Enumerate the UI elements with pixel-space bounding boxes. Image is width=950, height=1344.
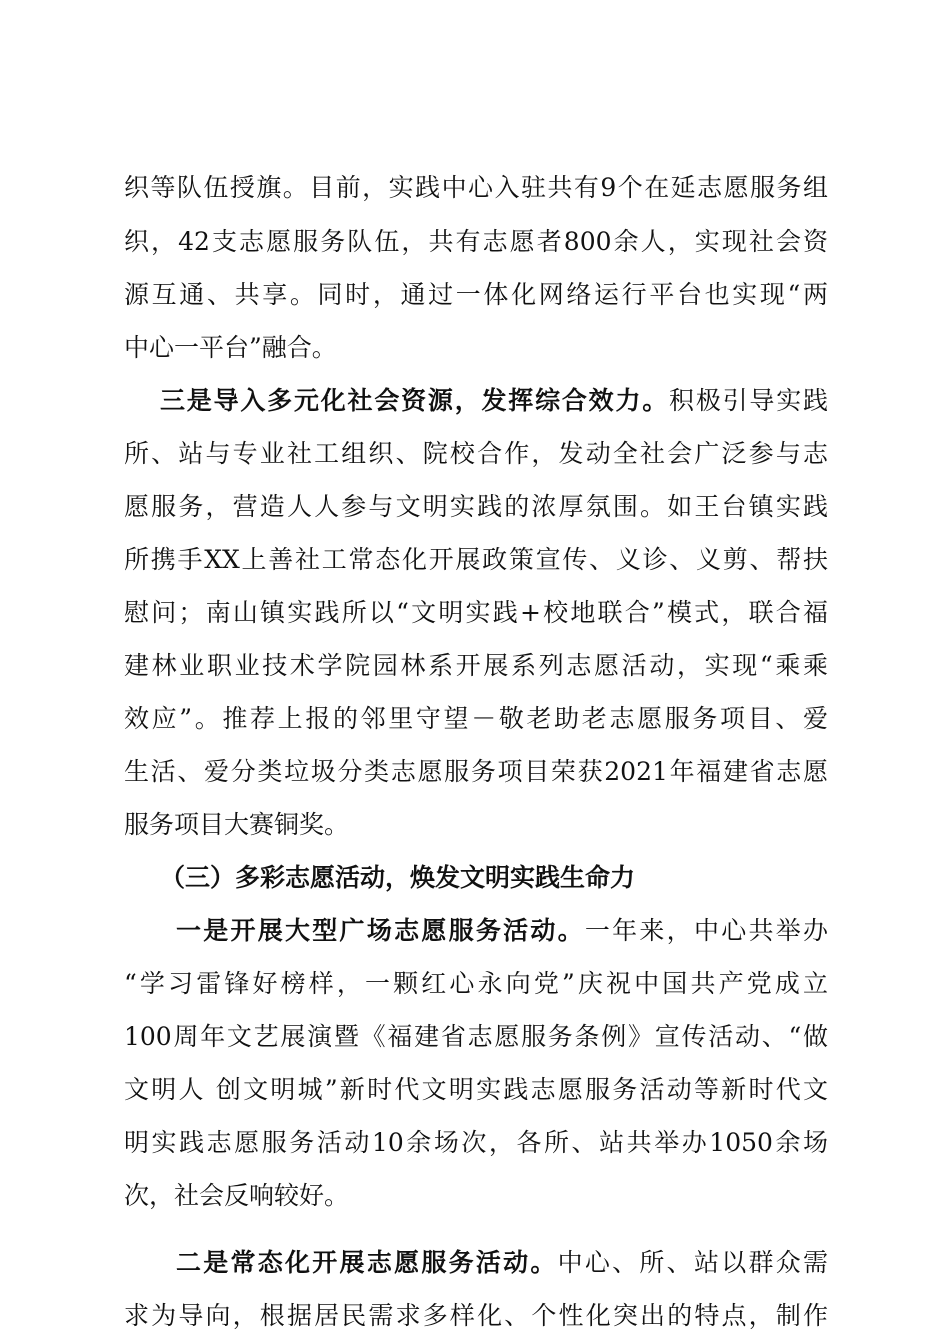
paragraph-2-first-line-rest: 积极引导实践	[669, 386, 828, 415]
paragraph-3-line-4: 文明人 创文明城”新时代文明实践志愿服务活动等新时代文	[124, 1075, 828, 1104]
paragraph-3-line-5: 明实践志愿服务活动10余场次，各所、站共举办1050余场	[124, 1128, 828, 1157]
paragraph-4-line-2: 求为导向，根据居民需求多样化、个性化突出的特点，制作	[124, 1301, 828, 1330]
paragraph-2-line-6: 建林业职业技术学院园林系开展系列志愿活动，实现“乘乘	[124, 651, 828, 680]
paragraph-4-bold-lead: 二是常态化开展志愿服务活动。	[176, 1248, 558, 1277]
paragraph-1-line-2: 织，42支志愿服务队伍，共有志愿者800余人，实现社会资	[124, 227, 828, 256]
paragraph-4-first-line-rest: 中心、所、站以群众需	[557, 1248, 828, 1277]
paragraph-2-line-9: 服务项目大赛铜奖。	[124, 810, 350, 839]
paragraph-1-line-3: 源互通、共享。同时，通过一体化网络运行平台也实现“两	[124, 280, 828, 309]
paragraph-2-bold-lead: 三是导入多元化社会资源，发挥综合效力。	[160, 386, 670, 415]
paragraph-3-line-2: “学习雷锋好榜样，一颗红心永向党”庆祝中国共产党成立	[124, 969, 828, 998]
paragraph-3-line-6: 次，社会反响较好。	[124, 1181, 350, 1210]
paragraph-2-line-5: 慰问；南山镇实践所以“文明实践+校地联合”模式，联合福	[124, 598, 828, 627]
paragraph-1-line-1: 织等队伍授旗。目前，实践中心入驻共有9个在延志愿服务组	[124, 173, 828, 202]
paragraph-4-line-1	[176, 1243, 828, 1283]
paragraph-3-first-line-rest: 一年来，中心共举办	[584, 916, 828, 945]
paragraph-2-line-4: 所携手XX上善社工常态化开展政策宣传、义诊、义剪、帮扶	[124, 545, 828, 574]
paragraph-3-line-1	[176, 911, 828, 951]
section-heading: （三）多彩志愿活动，焕发文明实践生命力	[160, 863, 636, 892]
paragraph-3-line-3: 100周年文艺展演暨《福建省志愿服务条例》宣传活动、“做	[124, 1022, 828, 1051]
paragraph-2-line-8: 生活、爱分类垃圾分类志愿服务项目荣获2021年福建省志愿	[124, 757, 828, 786]
paragraph-2-line-1	[160, 381, 828, 421]
paragraph-2-line-7: 效应”。推荐上报的邻里守望－敬老助老志愿服务项目、爱	[124, 704, 828, 733]
paragraph-3-bold-lead: 一是开展大型广场志愿服务活动。	[176, 916, 585, 945]
paragraph-2-line-3: 愿服务，营造人人参与文明实践的浓厚氛围。如王台镇实践	[124, 492, 828, 521]
paragraph-2-line-2: 所、站与专业社工组织、院校合作，发动全社会广泛参与志	[124, 439, 828, 468]
paragraph-1-line-4: 中心一平台”融合。	[124, 333, 337, 362]
